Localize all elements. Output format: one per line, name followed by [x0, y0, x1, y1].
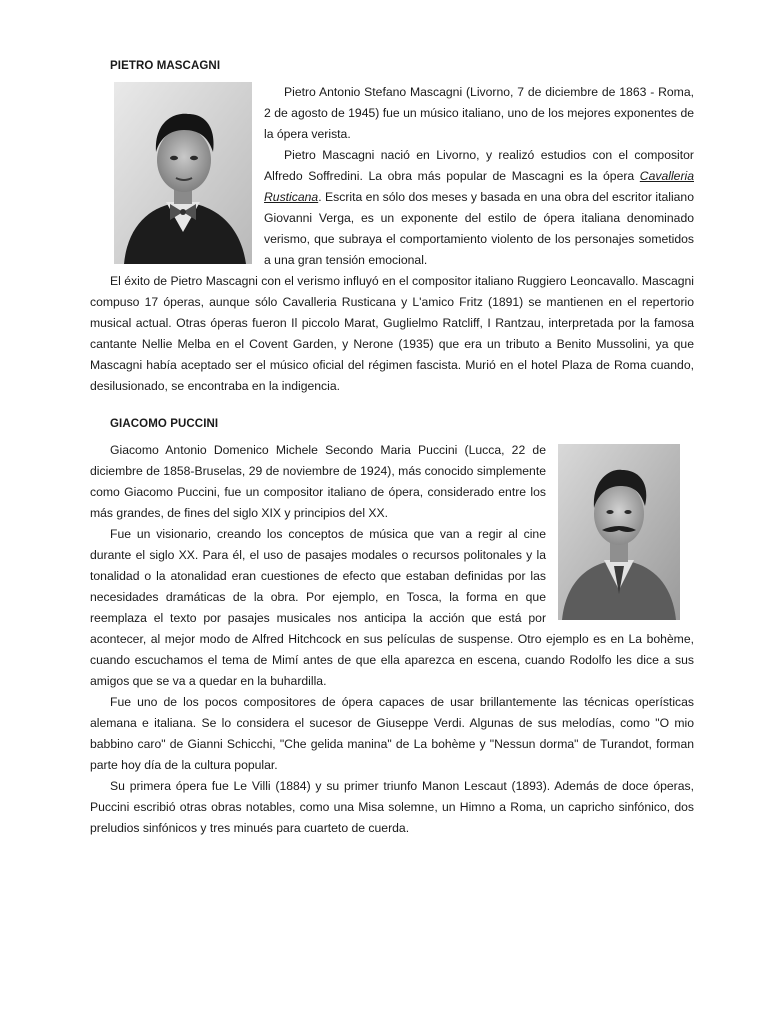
portrait-photo-puccini — [558, 444, 680, 620]
mascagni-paragraph-2-end: . Escrita en sólo dos meses y basada en una obra del escritor italiano Giovanni Verga, es un exponente del estilo de ópera italiana denominado verismo, que subraya el comportamiento violento de los personajes sometidos a una gran tensión emocional. — [264, 189, 694, 267]
section-spacer — [90, 397, 694, 418]
document-page — [90, 60, 694, 839]
section-title-mascagni: PIETRO MASCAGNI — [110, 60, 221, 72]
mascagni-paragraph-2-start: Pietro Mascagni nació en Livorno, y realizó estudios con el compositor Alfredo Soffredini. La obra más popular de Mascagni es la ópera — [264, 147, 694, 183]
mascagni-paragraph-3: El éxito de Pietro Mascagni con el verismo influyó en el compositor italiano Ruggiero Leoncavallo. Mascagni compuso 17 óperas, aunque sólo Cavalleria Rusticana y L'amico Fritz (1891) se mantienen en el repertorio musical actual. Otras óperas fueron Il piccolo Marat, Guglielmo Ratcliff, I Rantzau, interpretada por la famosa cantante Nellie Melba en el Covent Garden, y Nerone (1935) que era un tributo a Benito Mussolini, ya que Mascagni había aceptado ser el músico oficial del régimen fascista. Murió en el hotel Plaza de Roma cuando, desilusionado, se encontraba en la indigencia. — [90, 273, 694, 393]
section-mascagni — [90, 60, 694, 397]
portrait-puccini-icon — [558, 444, 680, 620]
portrait-photo-mascagni — [114, 82, 252, 264]
puccini-paragraph-1: Giacomo Antonio Domenico Michele Secondo Maria Puccini (Lucca, 22 de diciembre de 1858-Bruselas, 29 de noviembre de 1924), más conocido simplemente como Giacomo Puccini, fue un compositor italiano de ópera, considerado entre los más grandes, de fines del siglo XIX y principios del XX. — [90, 442, 546, 520]
puccini-paragraph-4: Su primera ópera fue Le Villi (1884) y su primer triunfo Manon Lescaut (1893). Además de doce óperas, Puccini escribió otras obras notables, como una Misa solemne, un Himno a Roma, un capricho sinfónico, dos preludios sinfónicos y tres minués para cuarteto de cuerda. — [90, 778, 694, 835]
cavalleria-rusticana-link[interactable]: Cavalleria Rusticana — [264, 168, 694, 204]
puccini-paragraph-2: Fue un visionario, creando los conceptos de música que van a regir al cine durante el siglo XX. Para él, el uso de pasajes modales o recursos politonales y la tonalidad o la atonalidad eran cuestiones de efecto que estaban definidas por las necesidades dramáticas de la obra. Por ejemplo, en Tosca, la forma en que reemplaza el texto por pasajes musicales nos anticipa la acción que está por acontecer, al mejor modo de Alfred Hitchcock en sus películas de suspense. Otro ejemplo es en La bohème, cuando escuchamos el tema de Mimí antes de que ella aparezca en escena, cuando Rodolfo les dice a sus amigos que se va a quedar en la buhardilla. — [90, 526, 694, 688]
mascagni-paragraph-1: Pietro Antonio Stefano Mascagni (Livorno, 7 de diciembre de 1863 - Roma, 2 de agosto de 1945) fue un músico italiano, uno de los mejores exponentes de la ópera verista. — [264, 84, 694, 141]
puccini-paragraph-3: Fue uno de los pocos compositores de ópera capaces de usar brillantemente las técnicas operísticas alemana e italiana. Se lo considera el sucesor de Giuseppe Verdi. Algunas de sus melodías, como "O mio babbino caro" de Gianni Schicchi, "Che gelida manina" de La bohème y "Nessun dorma" de Turandot, forman parte hoy día de la cultura popular. — [90, 694, 694, 772]
section-title-puccini: GIACOMO PUCCINI — [110, 417, 219, 430]
portrait-mascagni-icon — [114, 82, 252, 264]
section-puccini — [90, 418, 694, 839]
